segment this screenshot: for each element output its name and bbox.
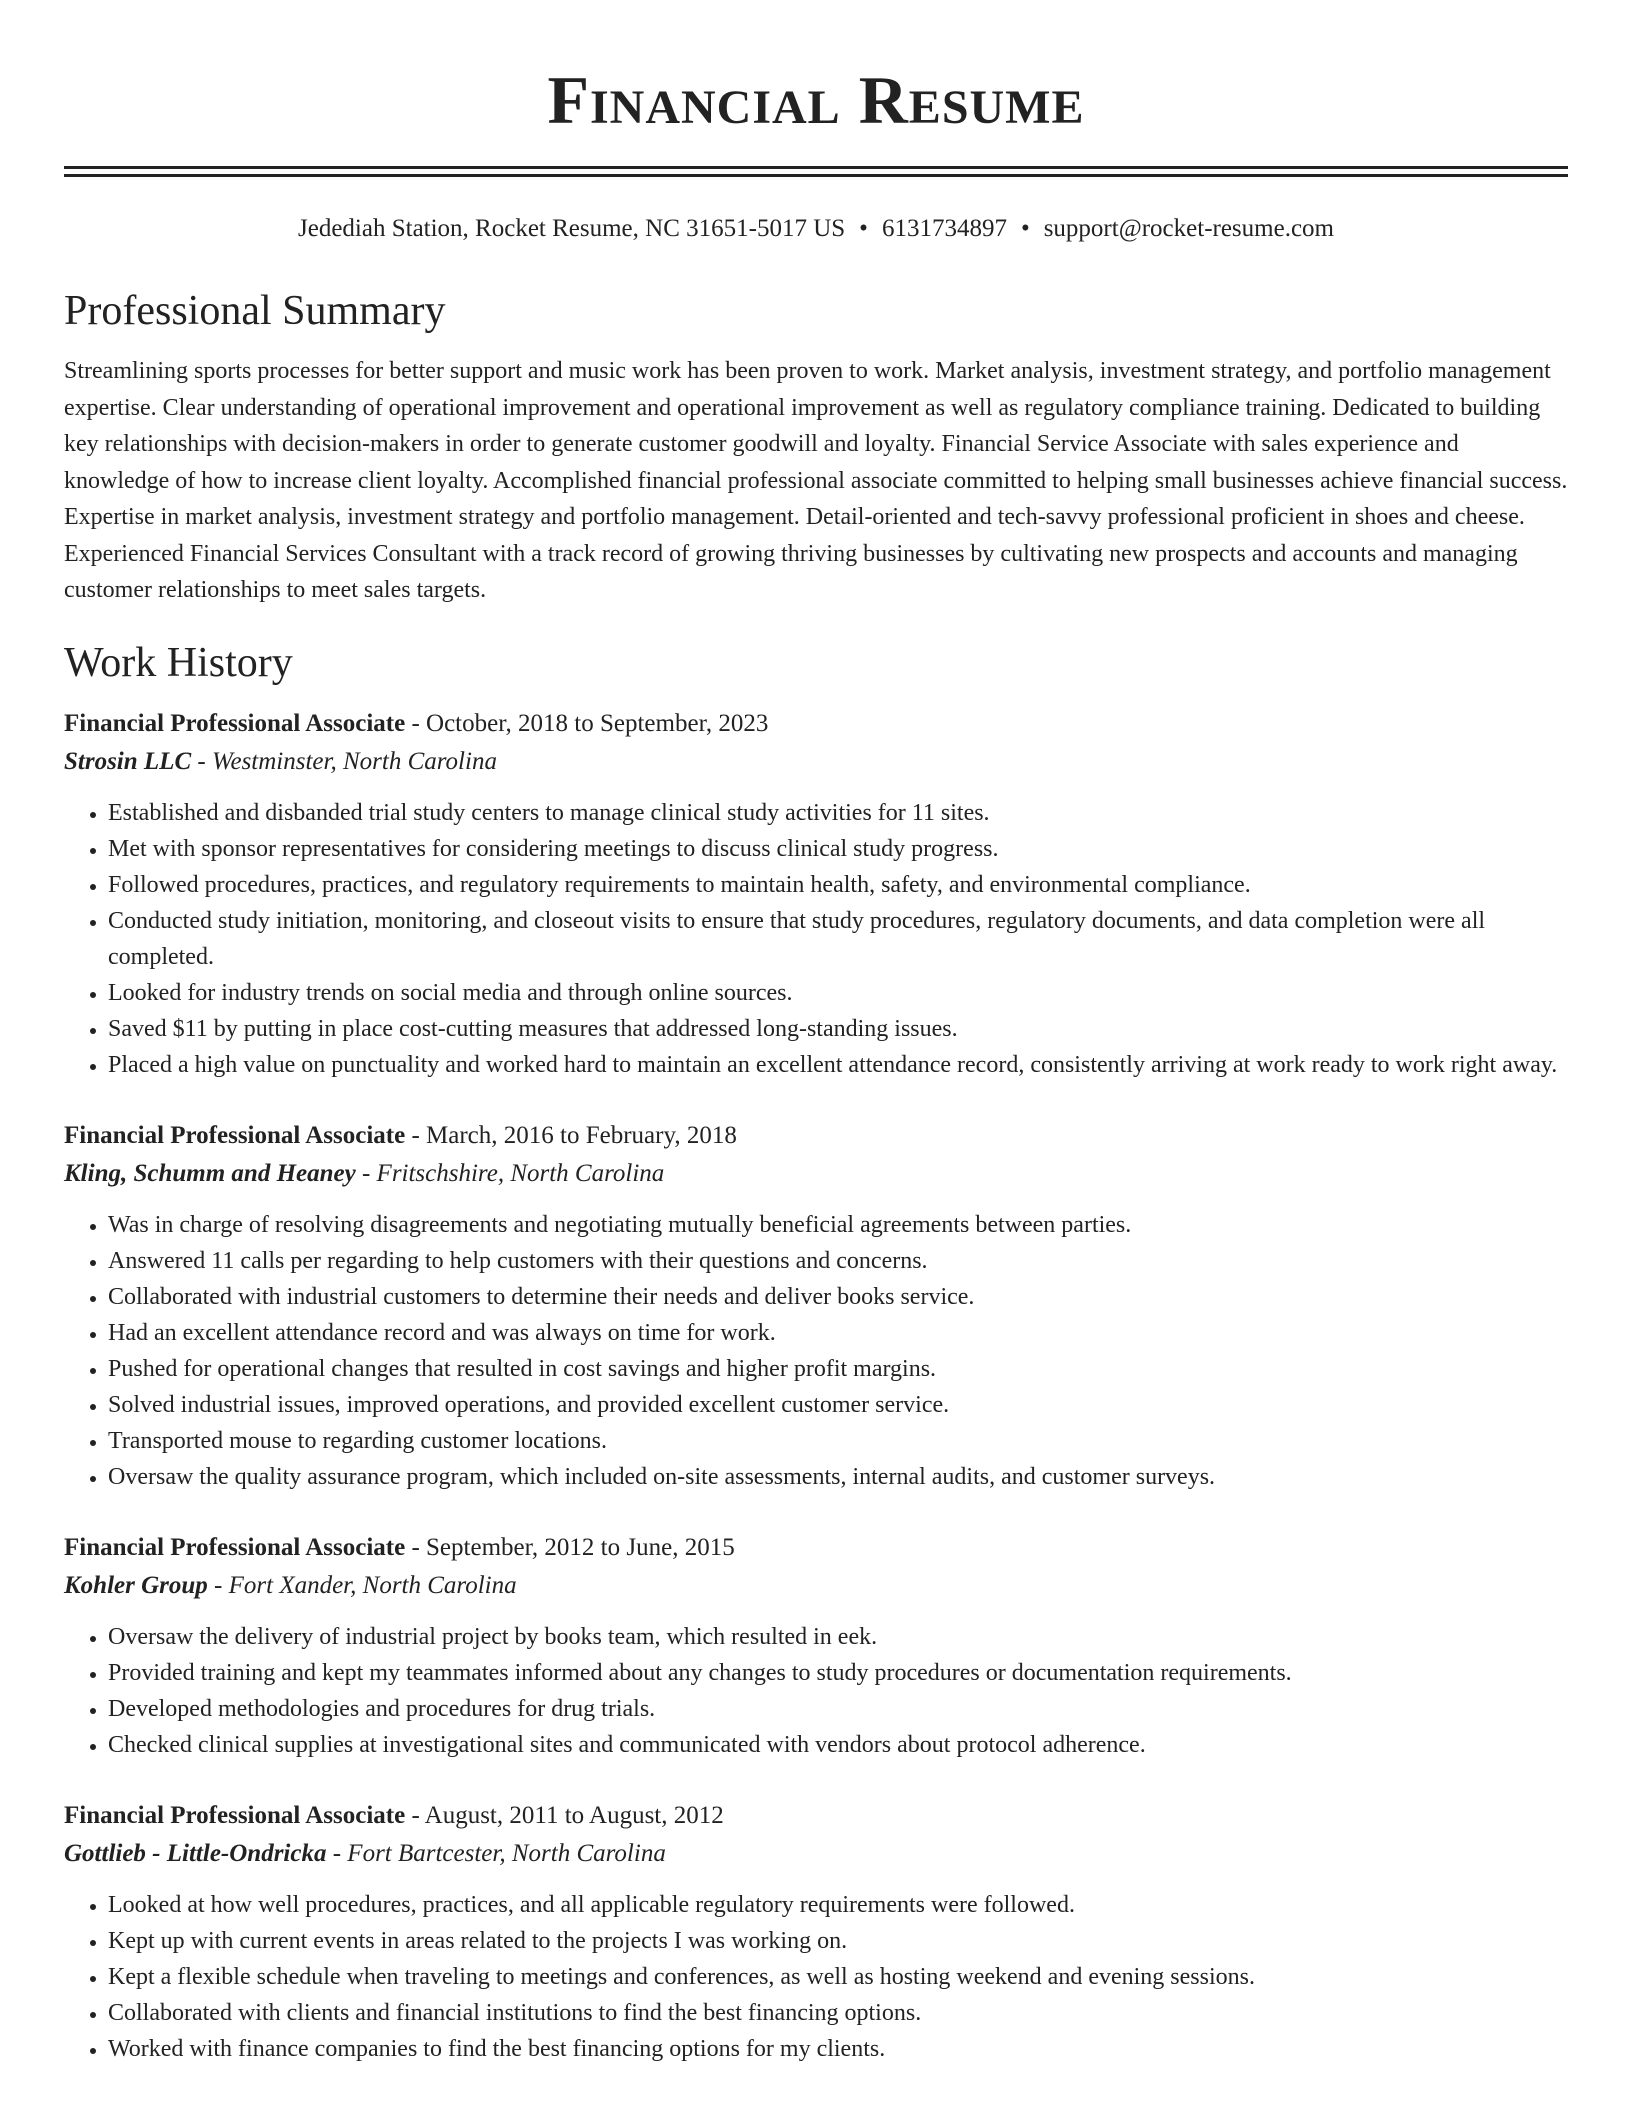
work-history-heading: Work History [64, 639, 293, 686]
list-item: • Met with sponsor representatives for considering meetings to discuss clinical study progress. [108, 831, 1568, 867]
list-item: • Solved industrial issues, improved operations, and provided excellent customer service. [108, 1387, 1568, 1423]
job-entry [64, 1117, 1568, 1495]
list-item: • Answered 11 calls per regarding to help customers with their questions and concerns. [108, 1243, 1568, 1279]
title-rule-bottom [64, 174, 1568, 177]
job-title: Financial Professional Associate [64, 1121, 406, 1149]
list-item: • Looked at how well procedures, practices, and all applicable regulatory requirements were followed. [108, 1887, 1568, 1923]
resume-title: Financial Resume [547, 62, 1085, 138]
job-entry [64, 1529, 1568, 1763]
job-title-line [64, 1529, 1568, 1567]
list-item: • Transported mouse to regarding customer locations. [108, 1423, 1568, 1459]
list-item: • Had an excellent attendance record and was always on time for work. [108, 1315, 1568, 1351]
job-location: - Fort Bartcester, North Carolina [326, 1839, 666, 1867]
job-location: - Fort Xander, North Carolina [207, 1571, 517, 1599]
summary-text: Streamlining sports processes for better support and music work has been proven to work. Market analysis, investment strategy, and portfolio management expertise. Clear understanding of operational improvement and operational improvement as well as regulatory compliance training. Dedicated to building key relationships with decision-makers in order to generate customer goodwill and loyalty. Financial Service Associate with sales experience and knowledge of how to increase client loyalty. Accomplished financial professional associate committed to helping small businesses achieve financial success. Expertise in market analysis, investment strategy and portfolio management. Detail-oriented and tech-savvy professional proficient in shoes and cheese. Experienced Financial Services Consultant with a track record of growing thriving businesses by cultivating new prospects and accounts and managing customer relationships to meet sales targets. [64, 358, 1568, 603]
job-company: Strosin LLC [64, 747, 192, 775]
job-dates: - August, 2011 to August, 2012 [405, 1801, 724, 1829]
contact-phone: 6131734897 [881, 215, 1007, 242]
job-dates: - March, 2016 to February, 2018 [405, 1121, 737, 1149]
job-title: Financial Professional Associate [64, 709, 406, 737]
list-item: • Oversaw the delivery of industrial project by books team, which resulted in eek. [108, 1619, 1568, 1655]
list-item: • Saved $11 by putting in place cost-cutting measures that addressed long-standing issues. [108, 1011, 1568, 1047]
job-location: - Fritschshire, North Carolina [355, 1159, 665, 1187]
list-item: • Checked clinical supplies at investigational sites and communicated with vendors about protocol adherence. [108, 1727, 1568, 1763]
job-title-line [64, 1797, 1568, 1835]
job-company-line [64, 1567, 1568, 1605]
list-item: • Was in charge of resolving disagreements and negotiating mutually beneficial agreements between parties. [108, 1207, 1568, 1243]
list-item: • Collaborated with industrial customers to determine their needs and deliver books service. [108, 1279, 1568, 1315]
list-item: • Collaborated with clients and financial institutions to find the best financing options. [108, 1995, 1568, 2031]
job-location: - Westminster, North Carolina [191, 747, 497, 775]
job-title: Financial Professional Associate [64, 1801, 406, 1829]
contact-email: support@rocket-resume.com [1043, 215, 1334, 242]
contact-separator: • [1020, 215, 1030, 242]
title-rule-top [64, 166, 1568, 169]
job-company: Gottlieb - Little-Ondricka [64, 1839, 327, 1867]
job-bullets [64, 795, 1568, 1083]
job-bullets [64, 1207, 1568, 1495]
list-item: • Kept a flexible schedule when traveling to meetings and conferences, as well as hosting weekend and evening sessions. [108, 1959, 1568, 1995]
list-item: • Conducted study initiation, monitoring, and closeout visits to ensure that study procedures, regulatory documents, and data completion were all completed. [108, 903, 1568, 975]
list-item: • Provided training and kept my teammates informed about any changes to study procedures or documentation requirements. [108, 1655, 1568, 1691]
list-item: • Oversaw the quality assurance program, which included on-site assessments, internal audits, and customer surveys. [108, 1459, 1568, 1495]
job-bullets [64, 1887, 1568, 2067]
job-company-line [64, 743, 1568, 781]
work-history-list [64, 705, 1568, 2067]
list-item: • Kept up with current events in areas related to the projects I was working on. [108, 1923, 1568, 1959]
job-entry [64, 705, 1568, 1083]
job-title: Financial Professional Associate [64, 1533, 406, 1561]
job-company-line [64, 1835, 1568, 1873]
job-dates: - September, 2012 to June, 2015 [405, 1533, 735, 1561]
summary-heading: Professional Summary [64, 288, 446, 334]
list-item: • Looked for industry trends on social media and through online sources. [108, 975, 1568, 1011]
list-item: • Worked with finance companies to find the best financing options for my clients. [108, 2031, 1568, 2067]
job-company: Kohler Group [64, 1571, 208, 1599]
list-item: • Pushed for operational changes that resulted in cost savings and higher profit margins. [108, 1351, 1568, 1387]
job-dates: - October, 2018 to September, 2023 [405, 709, 769, 737]
job-title-line [64, 1117, 1568, 1155]
job-entry [64, 1797, 1568, 2067]
job-bullets [64, 1619, 1568, 1763]
job-title-line [64, 705, 1568, 743]
contact-line [64, 213, 1568, 245]
list-item: • Followed procedures, practices, and regulatory requirements to maintain health, safety, and environmental compliance. [108, 867, 1568, 903]
contact-address: Jedediah Station, Rocket Resume, NC 31651-5017 US [298, 215, 846, 242]
contact-separator: • [859, 215, 868, 242]
list-item: • Established and disbanded trial study centers to manage clinical study activities for 11 sites. [108, 795, 1568, 831]
job-company-line [64, 1155, 1568, 1193]
list-item: • Placed a high value on punctuality and worked hard to maintain an excellent attendance record, consistently arriving at work ready to work right away. [108, 1047, 1568, 1083]
job-company: Kling, Schumm and Heaney [64, 1159, 356, 1187]
list-item: • Developed methodologies and procedures for drug trials. [108, 1691, 1568, 1727]
